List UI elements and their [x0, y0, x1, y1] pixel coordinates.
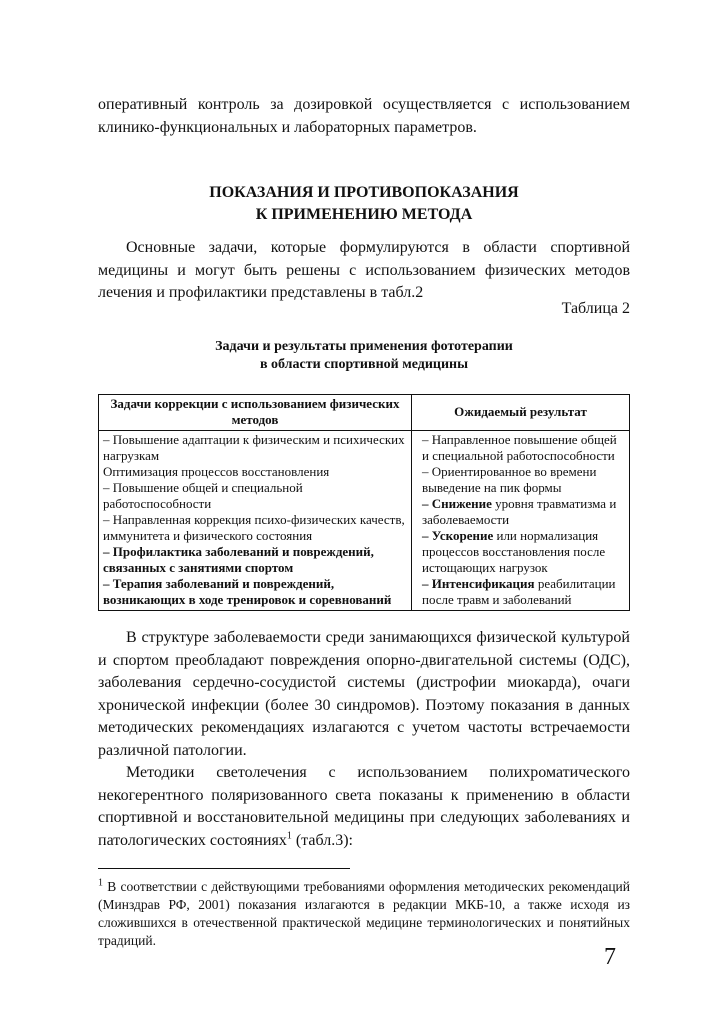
task-item: – Терапия заболеваний и повреждений, возникающих в ходе тренировок и соревнований	[103, 576, 392, 607]
tasks-paragraph: Основные задачи, которые формулируются в области спортивной медицины и могут быть решены с использованием физических методов лечения и профилактики представлены в табл.2	[98, 239, 630, 301]
header-tasks: Задачи коррекции с использованием физических методов	[99, 395, 412, 431]
intro-paragraph: оперативный контроль за дозировкой осуществляется с использованием клинико-функциональных и лабораторных параметров.	[98, 96, 630, 136]
header-results: Ожидаемый результат	[412, 395, 630, 431]
table-title-line1: Задачи и результаты применения фототерапии	[215, 339, 513, 354]
task-item: Оптимизация процессов восстановления	[103, 464, 330, 479]
footnote-divider	[98, 868, 350, 869]
body-text	[98, 627, 630, 852]
result-item: – Интенсификация реабилитации после травм и заболеваний	[422, 576, 616, 607]
task-item: – Повышение адаптации к физическим и психических нагрузкам	[103, 432, 405, 463]
task-item: – Профилактика заболеваний и повреждений, связанных с занятиями спортом	[103, 544, 374, 575]
table-title-line2: в области спортивной медицины	[259, 357, 469, 372]
section-heading	[98, 182, 630, 226]
footnote	[98, 878, 630, 950]
task-item: – Повышение общей и специальной работоспособности	[103, 480, 303, 511]
structure-paragraph: В структуре заболеваемости среди занимающихся физической культурой и спортом преобладают повреждения опорно-двигательной системы (ОДС), заболевания сердечно-сосудистой системы (дистрофии миокарда), очаги хронической инфекции (более 30 синдромов). Поэтому показания в данных методических рекомендациях излагаются с учетом частоты встречаемости различной патологии.	[98, 629, 630, 759]
footnote-marker: 1	[98, 877, 103, 889]
footnote-text: В соответствии с действующими требованиями оформления методических рекомендаций (Минздрав РФ, 2001) показания излагаются в редакции МКБ-10, а также исходя из сложившихся в отечественной практической медицине терминологических и понятийных традиций.	[98, 879, 630, 948]
table-title	[98, 338, 630, 374]
results-table	[98, 394, 630, 611]
table-header-row	[99, 395, 630, 431]
result-item: – Направленное повышение общей и специальной работоспособности	[422, 432, 617, 463]
result-item: – Снижение уровня травматизма и заболеваемости	[422, 496, 617, 527]
footnote-ref: 1	[286, 830, 292, 842]
tasks-cell	[99, 431, 412, 611]
table-body-row	[99, 431, 630, 611]
task-item: – Направленная коррекция психо-физических качеств, иммунитета и физического состояния	[103, 512, 405, 543]
results-cell	[412, 431, 630, 611]
methods-paragraph: Методики светолечения с использованием полихроматического некогерентного поляризованного света показаны к применению в области спортивной и восстановительной медицины при следующих заболеваниях и патологических состояниях$^1$ (табл.3):	[98, 764, 630, 849]
result-item: – Ориентированное во времени выведение на пик формы	[422, 464, 597, 495]
result-item: – Ускорение или нормализация процессов восстановления после истощающих нагрузок	[422, 528, 606, 575]
section-heading-line2: К ПРИМЕНЕНИЮ МЕТОДА	[255, 206, 473, 223]
table-number: Таблица 2	[561, 300, 630, 317]
section-heading-line1: ПОКАЗАНИЯ И ПРОТИВОПОКАЗАНИЯ	[209, 184, 519, 201]
page-number: 7	[604, 944, 616, 970]
